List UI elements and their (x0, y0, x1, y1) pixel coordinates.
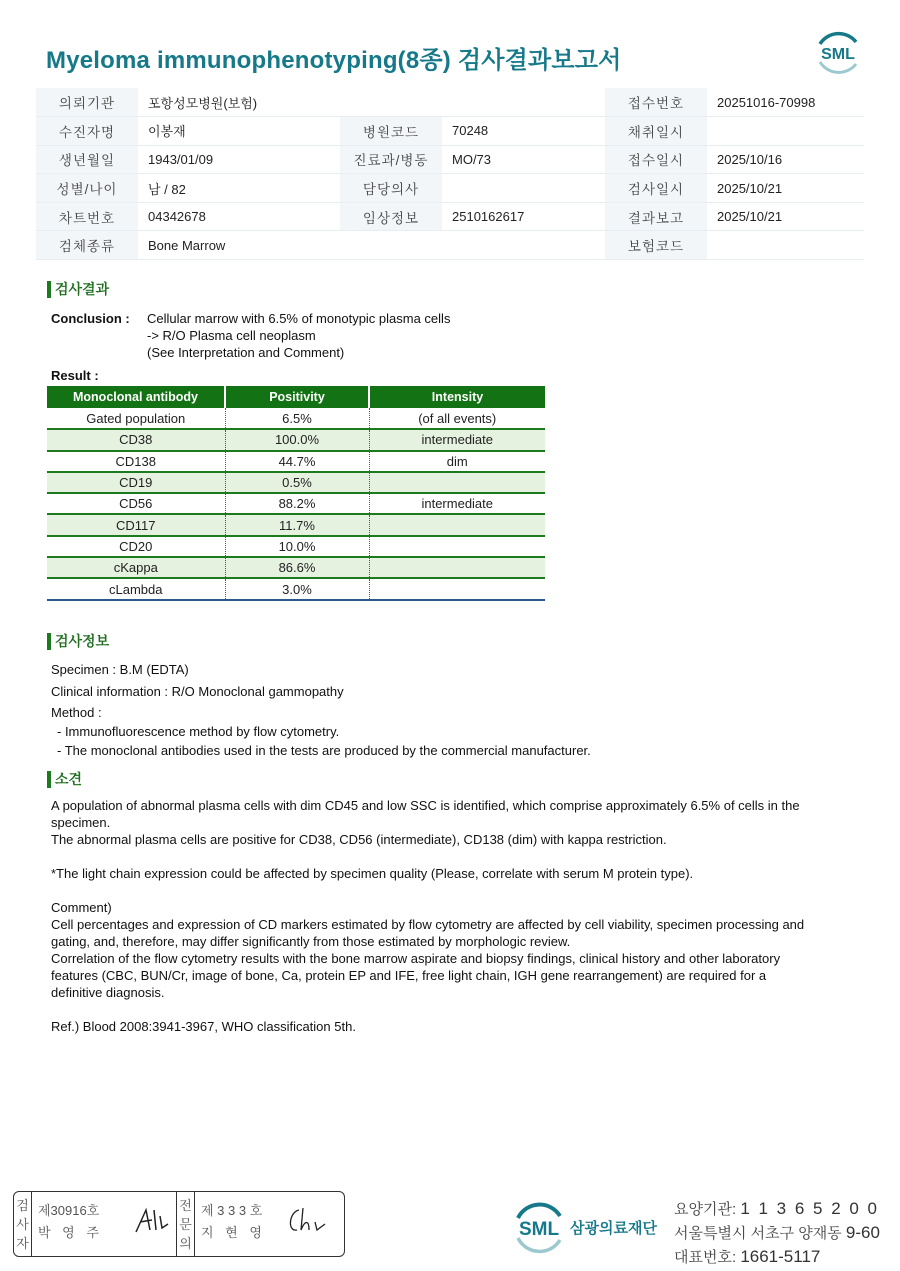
result-label: Result : (51, 368, 99, 383)
conclusion-block (51, 310, 551, 360)
positivity-cell: 10.0% (225, 536, 369, 557)
clinical-info-text: Clinical information : R/O Monoclonal gammopathy (51, 684, 344, 699)
intensity-cell (369, 514, 545, 535)
positivity-cell: 0.5% (225, 472, 369, 493)
info-label (340, 231, 442, 260)
info-value: 2025/10/21 (707, 202, 864, 231)
table-row (47, 429, 545, 450)
info-label: 의뢰기관 (36, 88, 138, 117)
info-label: 성별/나이 (36, 174, 138, 203)
positivity-cell: 86.6% (225, 557, 369, 578)
info-label: 차트번호 (36, 202, 138, 231)
info-row (36, 88, 864, 117)
info-label: 검사일시 (605, 174, 707, 203)
info-label: 검체종류 (36, 231, 138, 260)
info-row (36, 231, 864, 260)
antibody-cell: CD20 (47, 536, 225, 557)
footer-info (674, 1197, 880, 1269)
info-value (707, 117, 864, 146)
antibody-cell: CD19 (47, 472, 225, 493)
examiner-label: 검사자 (16, 1197, 29, 1251)
info-label: 채취일시 (605, 117, 707, 146)
table-row (47, 408, 545, 429)
comment-label: Comment) (51, 900, 112, 915)
sml-logo-icon (510, 1200, 568, 1254)
examiner-label-cell (14, 1192, 32, 1256)
section-title-test-info: 검사정보 (47, 633, 109, 650)
antibody-cell: Gated population (47, 408, 225, 429)
intensity-cell: intermediate (369, 429, 545, 450)
svg-text:SML: SML (518, 1219, 560, 1240)
info-value: Bone Marrow (138, 231, 340, 260)
comment-paragraph: Cell percentages and expression of CD markers estimated by flow cytometry are affected by cell viability, specimen processing and gating, and, therefore, may differ significantly from those estimated by morphologic review. (51, 917, 805, 949)
specialist-label: 전문의 (179, 1197, 192, 1251)
info-value (707, 231, 864, 260)
info-row (36, 117, 864, 146)
phone-number: 1661-5117 (740, 1247, 821, 1266)
info-value: 20251016-70998 (707, 88, 864, 117)
signature-box (13, 1191, 345, 1257)
specialist-signature-icon (285, 1204, 330, 1236)
positivity-cell: 100.0% (225, 429, 369, 450)
report-title: Myeloma immunophenotyping(8종) 검사결과보고서 (46, 47, 622, 74)
specialist-number: 제 3 3 3 호 (201, 1203, 263, 1218)
info-row (36, 145, 864, 174)
table-row (47, 451, 545, 472)
method-item: - Immunofluorescence method by flow cytometry. (57, 724, 340, 739)
info-label: 담당의사 (340, 174, 442, 203)
org-name: 삼광의료재단 (570, 1219, 657, 1237)
table-row (47, 536, 545, 557)
info-value: 2025/10/21 (707, 174, 864, 203)
method-label: Method : (51, 705, 102, 720)
patient-info-table (36, 88, 864, 260)
specialist-block (195, 1192, 344, 1256)
phone-label: 대표번호: (674, 1249, 737, 1266)
info-label: 진료과/병동 (340, 145, 442, 174)
info-value: 포항성모병원(보험) (138, 88, 340, 117)
address-number: 9-60 (845, 1223, 880, 1242)
info-row (36, 202, 864, 231)
conclusion-line: Cellular marrow with 6.5% of monotypic plasma cells (147, 311, 451, 326)
finding-paragraph: The abnormal plasma cells are positive for CD38, CD56 (intermediate), CD138 (dim) with kappa restriction. (51, 832, 667, 847)
method-item: - The monoclonal antibodies used in the tests are produced by the commercial manufacturer. (57, 743, 591, 758)
institution-label: 요양기관: (674, 1201, 737, 1218)
info-value (442, 88, 605, 117)
findings-text (51, 797, 821, 1035)
institution-number: 1 1 3 6 5 2 0 0 (740, 1199, 880, 1218)
reference-text: Ref.) Blood 2008:3941-3967, WHO classification 5th. (51, 1019, 356, 1034)
info-label: 수진자명 (36, 117, 138, 146)
intensity-cell (369, 472, 545, 493)
antibody-cell: cLambda (47, 578, 225, 599)
address: 서울특별시 서초구 양재동 (674, 1225, 842, 1242)
info-value: 2510162617 (442, 202, 605, 231)
info-label: 접수번호 (605, 88, 707, 117)
sml-logo-icon (812, 28, 864, 76)
finding-paragraph: A population of abnormal plasma cells with dim CD45 and low SSC is identified, which comprise approximately 6.5% of cells in the specimen. (51, 798, 800, 830)
positivity-cell: 44.7% (225, 451, 369, 472)
column-header: Intensity (369, 386, 545, 408)
positivity-cell: 3.0% (225, 578, 369, 599)
info-label: 생년월일 (36, 145, 138, 174)
antibody-cell: CD138 (47, 451, 225, 472)
info-label: 결과보고 (605, 202, 707, 231)
specialist-name: 지 현 영 (201, 1225, 266, 1240)
info-label: 보험코드 (605, 231, 707, 260)
column-header: Positivity (225, 386, 369, 408)
info-value: 2025/10/16 (707, 145, 864, 174)
conclusion-line: -> R/O Plasma cell neoplasm (147, 328, 316, 343)
finding-note: *The light chain expression could be affected by specimen quality (Please, correlate with serum M protein type). (51, 866, 694, 881)
intensity-cell (369, 578, 545, 599)
info-label: 임상정보 (340, 202, 442, 231)
antibody-cell: CD117 (47, 514, 225, 535)
info-row (36, 174, 864, 203)
info-label: 병원코드 (340, 117, 442, 146)
intensity-cell: dim (369, 451, 545, 472)
info-value: 04342678 (138, 202, 340, 231)
info-value: MO/73 (442, 145, 605, 174)
table-row (47, 557, 545, 578)
conclusion-line: (See Interpretation and Comment) (147, 345, 345, 360)
table-row (47, 578, 545, 599)
intensity-cell (369, 536, 545, 557)
table-row (47, 493, 545, 514)
section-title-results: 검사결과 (47, 281, 109, 298)
examiner-name: 박 영 주 (38, 1225, 103, 1240)
result-table (47, 386, 545, 601)
info-label: 접수일시 (605, 145, 707, 174)
antibody-cell: cKappa (47, 557, 225, 578)
examiner-signature-icon (132, 1206, 172, 1236)
specialist-label-cell (177, 1192, 195, 1256)
intensity-cell (369, 557, 545, 578)
antibody-cell: CD38 (47, 429, 225, 450)
svg-text:SML: SML (821, 46, 855, 63)
intensity-cell: (of all events) (369, 408, 545, 429)
positivity-cell: 6.5% (225, 408, 369, 429)
examiner-block (32, 1192, 177, 1256)
comment-paragraph: Correlation of the flow cytometry results with the bone marrow aspirate and biopsy findings, clinical history and other laboratory features (CBC, BUN/Cr, image of bone, Ca, protein EP and IFE, free light chain, IGH gene rearrangement) are required for a definitive diagnosis. (51, 951, 781, 1000)
positivity-cell: 11.7% (225, 514, 369, 535)
conclusion-label: Conclusion : (51, 311, 130, 326)
intensity-cell: intermediate (369, 493, 545, 514)
info-value: 이봉재 (138, 117, 340, 146)
table-row (47, 514, 545, 535)
info-value: 70248 (442, 117, 605, 146)
section-title-findings: 소견 (47, 771, 82, 788)
info-label (340, 88, 442, 117)
info-value: 1943/01/09 (138, 145, 340, 174)
info-value (442, 174, 605, 203)
examiner-number: 제30916호 (38, 1203, 100, 1218)
antibody-cell: CD56 (47, 493, 225, 514)
footer-logo (510, 1200, 657, 1254)
positivity-cell: 88.2% (225, 493, 369, 514)
column-header: Monoclonal antibody (47, 386, 225, 408)
table-row (47, 472, 545, 493)
info-value (442, 231, 605, 260)
specimen-text: Specimen : B.M (EDTA) (51, 662, 189, 677)
info-value: 남 / 82 (138, 174, 340, 203)
